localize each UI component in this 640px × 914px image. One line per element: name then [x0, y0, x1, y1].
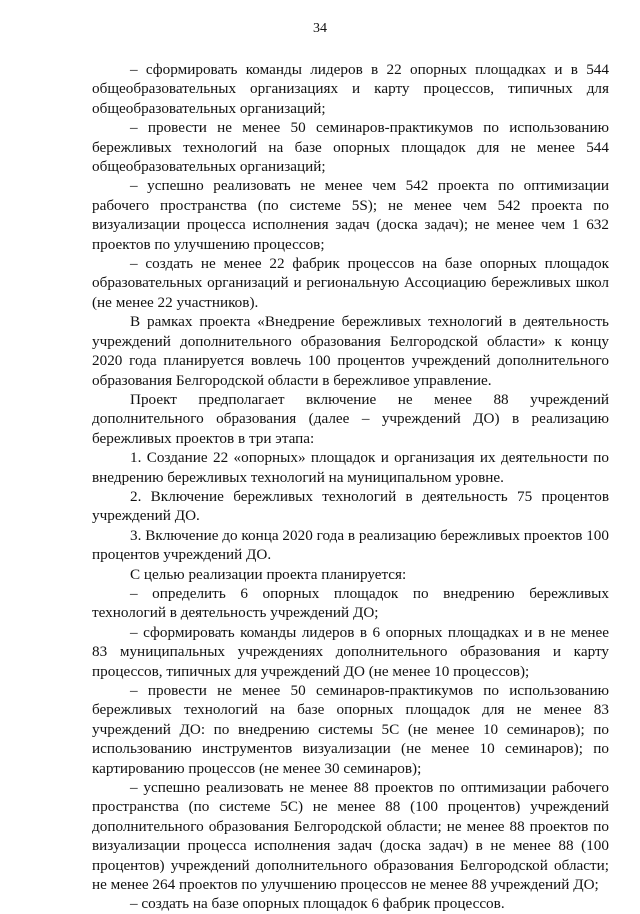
paragraph-3: – успешно реализовать не менее чем 542 проекта по оптимизации рабочего пространства (по системе 5S); не менее чем 542 проекта по визуализации процесса исполнения задач (доска задач); не менее чем 1 632 проектов по улучшению процессов;	[92, 177, 609, 253]
paragraph-12: – сформировать команды лидеров в 6 опорных площадках и в не менее 83 муниципальных учреждениях дополнительного образования и карту процессов, типичных для учреждений ДО (не менее 10 процессов);	[92, 623, 609, 680]
paragraph-8: 2. Включение бережливых технологий в деятельность 75 процентов учреждений ДО.	[92, 487, 609, 525]
paragraph-9: 3. Включение до конца 2020 года в реализацию бережливых проектов 100 процентов учреждений ДО.	[92, 526, 609, 564]
paragraph-1: – сформировать команды лидеров в 22 опорных площадках и в 544 общеобразовательных организациях и карту процессов, типичных для общеобразовательных организаций;	[92, 61, 609, 117]
paragraph-5: В рамках проекта «Внедрение бережливых технологий в деятельность учреждений дополнительного образования Белгородской области» к концу 2020 года планируется вовлечь 100 процентов учреждений дополнительного образования Белгородской области в бережливое управление.	[92, 313, 609, 389]
paragraph-11: – определить 6 опорных площадок по внедрению бережливых технологий в деятельность учреждений ДО;	[92, 584, 609, 622]
paragraph-2: – провести не менее 50 семинаров-практикумов по использованию бережливых технологий на базе опорных площадок для не менее 544 общеобразовательных организаций;	[92, 119, 609, 176]
paragraph-14: – успешно реализовать не менее 88 проектов по оптимизации рабочего пространства (по системе 5С) не менее 88 (100 процентов) учреждений дополнительного образования Белгородской области; не менее 88 проектов по визуализации процесса исполнения задач (доска задач) в не менее 88 (100 процентов) учреждений дополнительного образования Белгородской области; не менее 264 проектов по улучшению процессов не менее 88 учреждений ДО;	[92, 779, 609, 894]
paragraph-4: – создать не менее 22 фабрик процессов на базе опорных площадок образовательных организаций и региональную Ассоциацию бережливых школ (не менее 22 участников).	[92, 255, 609, 311]
paragraph-15: – создать на базе опорных площадок 6 фабрик процессов.	[130, 895, 505, 913]
paragraph-7: 1. Создание 22 «опорных» площадок и организация их деятельности по внедрению бережливых технологий на муниципальном уровне.	[92, 449, 609, 486]
paragraph-6: Проект предполагает включение не менее 88 учреждений дополнительного образования (далее – учреждений ДО) в реализацию бережливых проектов в три этапа:	[92, 390, 609, 447]
paragraph-13: – провести не менее 50 семинаров-практикумов по использованию бережливых технологий на базе опорных площадок для не менее 83 учреждений ДО: по внедрению системы 5С (не менее 10 семинаров); по использованию инструментов визуализации (не менее 10 семинаров); по картированию процессов (не менее 30 семинаров);	[92, 682, 609, 777]
paragraph-10: С целью реализации проекта планируется:	[130, 565, 407, 583]
body-text	[92, 60, 609, 914]
page-number: 34	[313, 21, 327, 36]
